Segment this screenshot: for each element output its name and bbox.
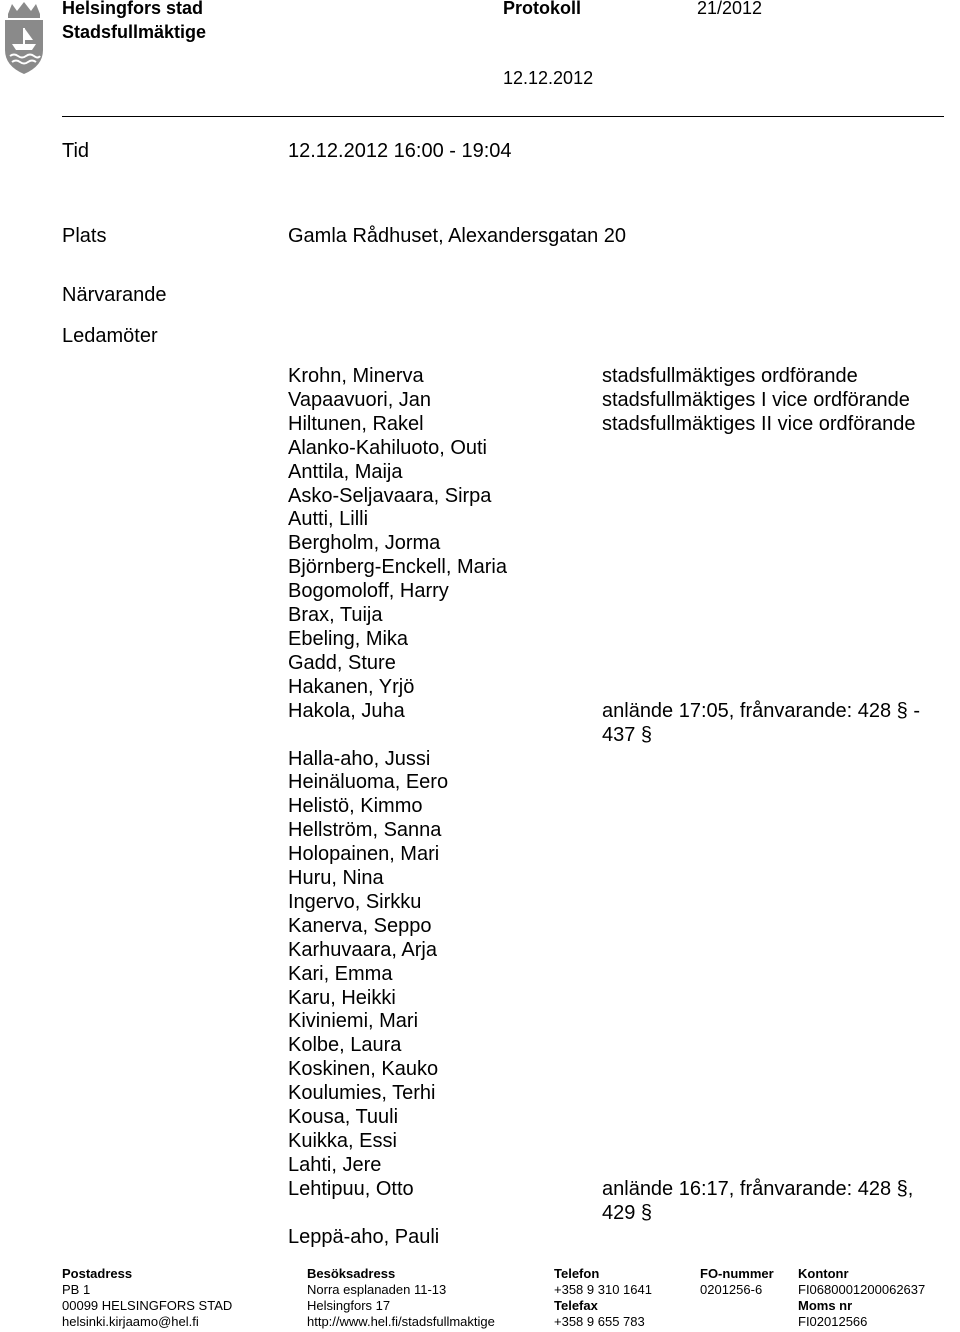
- member-list: [288, 365, 948, 1250]
- member-note: stadsfullmäktiges ordförande: [602, 365, 858, 387]
- member-name: Björnberg-Enckell, Maria: [288, 556, 507, 579]
- member-note: [602, 652, 932, 676]
- member-row: [288, 461, 948, 485]
- footer-vat-value: FI02012566: [798, 1314, 868, 1329]
- member-note: [602, 1010, 932, 1034]
- member-name: Vapaavuori, Jan: [288, 388, 432, 411]
- footer-account-value: FI0680001200062637: [798, 1282, 926, 1297]
- member-row: [288, 748, 948, 772]
- member-note: [602, 748, 932, 772]
- member-name: Hiltunen, Rakel: [288, 412, 424, 435]
- footer-business-id-value: 0201256-6: [700, 1282, 763, 1297]
- city-name: Helsingfors stad: [62, 0, 204, 18]
- member-row: [288, 987, 948, 1011]
- member-name: Ebeling, Mika: [288, 627, 409, 650]
- member-name: Halla-aho, Jussi: [288, 747, 431, 770]
- member-row: [288, 795, 948, 819]
- footer-website: http://www.hel.fi/stadsfullmaktige: [307, 1314, 495, 1329]
- member-note: stadsfullmäktiges I vice ordförande: [602, 388, 910, 411]
- member-row: [288, 867, 948, 891]
- member-row: [288, 556, 948, 580]
- member-name: Autti, Lilli: [288, 508, 369, 531]
- member-row: [288, 437, 948, 461]
- place-label: Plats: [62, 225, 107, 247]
- member-row: [288, 963, 948, 987]
- member-note: [602, 771, 932, 795]
- time-label: Tid: [62, 140, 90, 162]
- member-name: Heinäluoma, Eero: [288, 771, 449, 794]
- member-name: Krohn, Minerva: [288, 365, 424, 387]
- member-row: [288, 1010, 948, 1034]
- member-name: Hakanen, Yrjö: [288, 675, 415, 698]
- footer-postal-line: 00099 HELSINGFORS STAD: [62, 1298, 233, 1313]
- member-note: [602, 508, 932, 532]
- member-note: [602, 1130, 932, 1154]
- members-label: Ledamöter: [62, 325, 158, 347]
- member-row: [288, 532, 948, 556]
- member-name: Kanerva, Seppo: [288, 914, 432, 937]
- member-name: Anttila, Maija: [288, 460, 403, 483]
- member-row: [288, 1058, 948, 1082]
- member-note: [602, 939, 932, 963]
- member-note: [602, 819, 932, 843]
- time-value: 12.12.2012 16:00 - 19:04: [288, 140, 512, 162]
- member-note: [602, 604, 932, 628]
- member-name: Koulumies, Terhi: [288, 1082, 436, 1105]
- member-note: anlände 17:05, frånvarande: 428 § - 437 §: [602, 699, 921, 746]
- footer-fax-label: Telefax: [554, 1298, 598, 1313]
- member-name: Kuikka, Essi: [288, 1130, 397, 1152]
- member-name: Gadd, Sture: [288, 651, 396, 674]
- member-name: Hellström, Sanna: [288, 819, 442, 842]
- member-note: [602, 1154, 932, 1178]
- member-row: [288, 1082, 948, 1106]
- footer-account-label: Kontonr: [798, 1266, 849, 1281]
- member-name: Lehtipuu, Otto: [288, 1177, 414, 1200]
- member-row: [288, 1130, 948, 1154]
- member-note: [602, 843, 932, 867]
- member-row: [288, 939, 948, 963]
- member-name: Brax, Tuija: [288, 604, 383, 627]
- member-name: Kiviniemi, Mari: [288, 1010, 419, 1033]
- document-type: Protokoll: [503, 0, 582, 18]
- member-note: [602, 963, 932, 987]
- header-divider: [62, 116, 944, 117]
- member-note: [602, 485, 932, 509]
- member-name: Helistö, Kimmo: [288, 795, 423, 818]
- member-name: Leppä-aho, Pauli: [288, 1225, 440, 1248]
- footer-visit-line: Norra esplanaden 11-13: [307, 1282, 447, 1297]
- member-row: [288, 365, 948, 389]
- footer-phone-value: +358 9 310 1641: [554, 1282, 652, 1297]
- member-row: [288, 580, 948, 604]
- member-row: [288, 1178, 948, 1226]
- member-note: [602, 987, 932, 1011]
- member-row: [288, 413, 948, 437]
- body-name: Stadsfullmäktige: [62, 22, 207, 42]
- member-name: Hakola, Juha: [288, 699, 405, 722]
- present-label: Närvarande: [62, 284, 167, 306]
- member-row: [288, 676, 948, 700]
- member-note: [602, 1058, 932, 1082]
- footer-phone-label: Telefon: [554, 1266, 600, 1281]
- document-number: 21/2012: [697, 0, 763, 18]
- member-name: Bergholm, Jorma: [288, 532, 441, 555]
- member-row: [288, 389, 948, 413]
- footer-business-id: [700, 1266, 774, 1298]
- document-date: 12.12.2012: [503, 68, 594, 88]
- member-note: [602, 461, 932, 485]
- member-note: stadsfullmäktiges II vice ordförande: [602, 412, 916, 435]
- helsinki-coat-of-arms-icon: [0, 0, 48, 76]
- footer-business-id-label: FO-nummer: [700, 1266, 774, 1281]
- member-note: [602, 1226, 932, 1250]
- member-name: Lahti, Jere: [288, 1153, 382, 1176]
- member-name: Huru, Nina: [288, 867, 384, 890]
- member-note: [602, 795, 932, 819]
- member-note: [602, 867, 932, 891]
- member-row: [288, 1034, 948, 1058]
- footer-visit: [307, 1266, 495, 1330]
- member-row: [288, 771, 948, 795]
- footer-email: helsinki.kirjaamo@hel.fi: [62, 1314, 199, 1329]
- member-name: Ingervo, Sirkku: [288, 890, 422, 913]
- member-row: [288, 628, 948, 652]
- member-note: [602, 532, 932, 556]
- member-row: [288, 652, 948, 676]
- member-note: [602, 1082, 932, 1106]
- member-row: [288, 819, 948, 843]
- member-row: [288, 1106, 948, 1130]
- footer-visit-label: Besöksadress: [307, 1266, 396, 1281]
- footer-fax-value: +358 9 655 783: [554, 1314, 645, 1329]
- footer-phone: [554, 1266, 652, 1330]
- member-row: [288, 485, 948, 509]
- member-name: Holopainen, Mari: [288, 843, 440, 866]
- member-name: Asko-Seljavaara, Sirpa: [288, 484, 492, 507]
- member-row: [288, 843, 948, 867]
- footer-postal-line: PB 1: [62, 1282, 91, 1297]
- member-note: [602, 915, 932, 939]
- footer-vat-label: Moms nr: [798, 1298, 853, 1313]
- member-name: Karu, Heikki: [288, 986, 396, 1009]
- member-note: [602, 437, 932, 461]
- member-note: [602, 1034, 932, 1058]
- member-name: Koskinen, Kauko: [288, 1058, 439, 1081]
- member-name: Kousa, Tuuli: [288, 1106, 399, 1129]
- member-note: [602, 891, 932, 915]
- footer-postal-label: Postadress: [62, 1266, 133, 1281]
- member-row: [288, 891, 948, 915]
- footer-visit-line: Helsingfors 17: [307, 1298, 391, 1313]
- member-row: [288, 1226, 948, 1250]
- member-name: Kolbe, Laura: [288, 1034, 402, 1057]
- member-note: [602, 1106, 932, 1130]
- member-name: Kari, Emma: [288, 962, 393, 985]
- member-note: [602, 628, 932, 652]
- member-row: [288, 700, 948, 748]
- member-row: [288, 1154, 948, 1178]
- footer-postal: [62, 1266, 232, 1330]
- member-row: [288, 915, 948, 939]
- member-note: [602, 676, 932, 700]
- member-name: Karhuvaara, Arja: [288, 938, 437, 961]
- member-note: [602, 556, 932, 580]
- footer-account: [798, 1266, 925, 1330]
- place-value: Gamla Rådhuset, Alexandersgatan 20: [288, 225, 626, 247]
- member-row: [288, 508, 948, 532]
- member-row: [288, 604, 948, 628]
- member-note: [602, 580, 932, 604]
- member-name: Bogomoloff, Harry: [288, 580, 449, 603]
- member-note: anlände 16:17, frånvarande: 428 §, 429 §: [602, 1177, 914, 1224]
- member-name: Alanko-Kahiluoto, Outi: [288, 436, 488, 459]
